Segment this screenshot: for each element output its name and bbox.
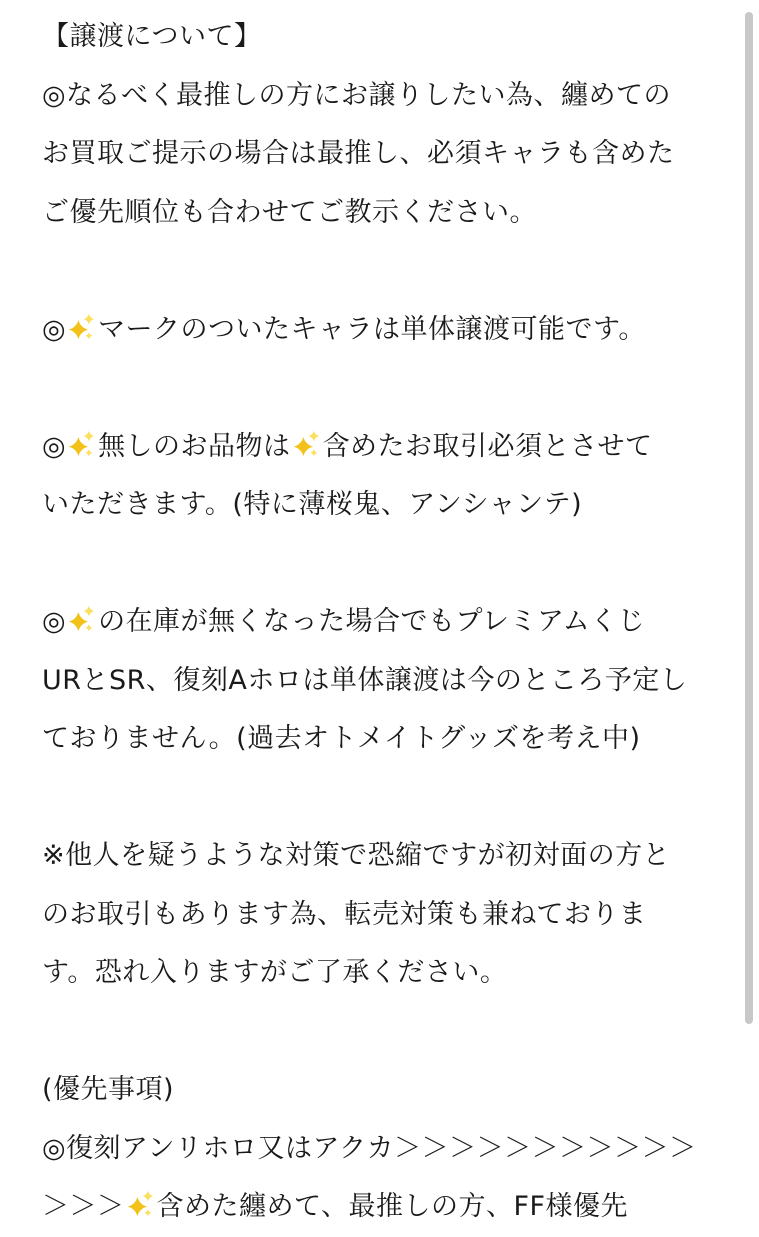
- text-segment: URとSR、復刻Aホロは単体譲渡は今のところ予定し: [42, 664, 688, 696]
- text-line: [42, 652, 732, 711]
- sparkles-icon: [67, 313, 95, 341]
- text-segment: の在庫が無くなった場合でもプレミアムくじ: [98, 606, 646, 637]
- text-segment: お買取ご提示の場合は最推し、必須キャラも含めた: [42, 138, 675, 169]
- text-line: [42, 710, 732, 769]
- blank-line: [42, 1003, 732, 1062]
- blank-line: [42, 359, 732, 418]
- text-segment: ◎復刻アンリホロ又はアクカ＞＞＞＞＞＞＞＞＞＞＞: [42, 1132, 697, 1164]
- text-segment: (優先事項): [42, 1074, 175, 1105]
- note-body: [42, 8, 732, 1237]
- text-segment: いただきます。(特に薄桜鬼、アンシャンテ): [42, 489, 583, 520]
- text-line: [42, 1061, 732, 1120]
- text-segment: ご優先順位も合わせてご教示ください。: [42, 196, 537, 228]
- text-segment: ※他人を疑うような対策で恐縮ですが初対面の方と: [42, 840, 671, 871]
- text-segment: ておりません。(過去オトメイトグッズを考え中): [42, 723, 641, 754]
- text-segment: 【譲渡について】: [42, 21, 262, 52]
- text-line: [42, 1178, 732, 1237]
- text-line: [42, 1120, 732, 1179]
- text-segment: 無しのお品物は: [98, 430, 291, 462]
- text-line: [42, 184, 732, 243]
- text-line: [42, 418, 732, 477]
- text-segment: ◎: [42, 606, 67, 637]
- text-segment: 含めた纏めて、最推しの方、FF様優先: [156, 1191, 629, 1222]
- text-line: [42, 8, 732, 67]
- text-line: [42, 476, 732, 535]
- blank-line: [42, 242, 732, 301]
- scrollbar-thumb[interactable]: [745, 12, 753, 1024]
- text-segment: のお取引もあります為、転売対策も兼ねておりま: [42, 898, 647, 930]
- text-line: [42, 125, 732, 184]
- text-line: [42, 827, 732, 886]
- text-line: [42, 593, 732, 652]
- sparkles-icon: [67, 430, 95, 458]
- text-line: [42, 944, 732, 1003]
- scrollbar[interactable]: [745, 12, 753, 1188]
- text-segment: 含めたお取引必須とさせて: [322, 430, 653, 462]
- sparkles-icon: [126, 1190, 154, 1218]
- blank-line: [42, 769, 732, 828]
- sparkles-icon: [292, 430, 320, 458]
- text-segment: す。恐れ入りますがご了承ください。: [42, 957, 508, 988]
- text-segment: ◎: [42, 313, 67, 345]
- sparkles-icon: [67, 605, 95, 633]
- blank-line: [42, 535, 732, 594]
- text-segment: ◎: [42, 430, 67, 462]
- text-line: [42, 886, 732, 945]
- text-line: [42, 301, 732, 360]
- text-segment: ◎なるべく最推しの方にお譲りしたい為、纏めての: [42, 79, 672, 111]
- text-segment: マークのついたキャラは単体譲渡可能です。: [98, 313, 646, 345]
- text-segment: ＞＞＞: [42, 1191, 125, 1222]
- text-line: [42, 67, 732, 126]
